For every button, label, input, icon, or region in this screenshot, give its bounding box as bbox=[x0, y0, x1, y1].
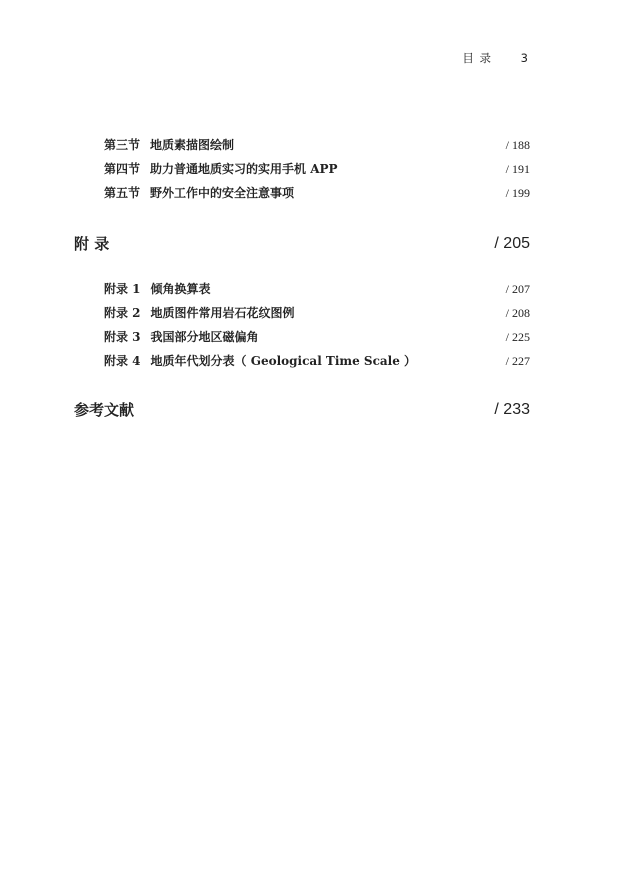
entry-name: 野外工作中的安全注意事项 bbox=[150, 186, 295, 200]
chapter-title: 附 录 bbox=[74, 235, 110, 253]
entry-label: 附录 2 bbox=[104, 306, 141, 320]
entry-name: 助力普通地质实习的实用手机 APP bbox=[150, 162, 338, 176]
chapter-page-number: / 205 bbox=[494, 235, 530, 252]
page-header bbox=[462, 50, 529, 66]
entry-page-number: / 207 bbox=[505, 282, 530, 296]
chapter-title: 参考文献 bbox=[74, 401, 135, 419]
entry-label: 附录 1 bbox=[104, 282, 141, 296]
chapter-page-number: / 233 bbox=[494, 401, 530, 418]
entry-label: 第四节 bbox=[104, 162, 141, 176]
toc-chapter-appendix[interactable] bbox=[74, 231, 530, 257]
entry-name: 我国部分地区磁偏角 bbox=[150, 330, 259, 344]
entry-page-number: / 191 bbox=[505, 162, 530, 176]
entry-page-number: / 225 bbox=[505, 330, 530, 344]
appendix-list bbox=[104, 277, 530, 373]
entry-page-number: / 199 bbox=[505, 186, 530, 200]
header-title: 目 录 bbox=[462, 51, 493, 65]
entry-page-number: / 208 bbox=[505, 306, 530, 320]
entry-page-number: / 227 bbox=[505, 354, 530, 368]
toc-entry-section-3[interactable] bbox=[104, 133, 530, 157]
entry-label: 第五节 bbox=[104, 186, 141, 200]
entry-name: 地质年代划分表（ Geological Time Scale ） bbox=[150, 354, 417, 368]
toc-entry-appendix-1[interactable] bbox=[104, 277, 530, 301]
entry-name: 倾角换算表 bbox=[150, 282, 211, 296]
toc-chapter-references[interactable] bbox=[74, 397, 530, 423]
toc-entry-appendix-4[interactable] bbox=[104, 349, 530, 373]
entry-label: 附录 3 bbox=[104, 330, 141, 344]
section-list bbox=[104, 133, 530, 205]
toc-entry-appendix-2[interactable] bbox=[104, 301, 530, 325]
toc-entry-section-5[interactable] bbox=[104, 181, 530, 205]
entry-name: 地质素描图绘制 bbox=[150, 138, 235, 152]
entry-label: 附录 4 bbox=[104, 354, 141, 368]
entry-label: 第三节 bbox=[104, 138, 141, 152]
entry-name: 地质图件常用岩石花纹图例 bbox=[150, 306, 295, 320]
header-page-number: 3 bbox=[520, 51, 529, 65]
toc-entry-appendix-3[interactable] bbox=[104, 325, 530, 349]
entry-page-number: / 188 bbox=[505, 138, 530, 152]
toc-entry-section-4[interactable] bbox=[104, 157, 530, 181]
